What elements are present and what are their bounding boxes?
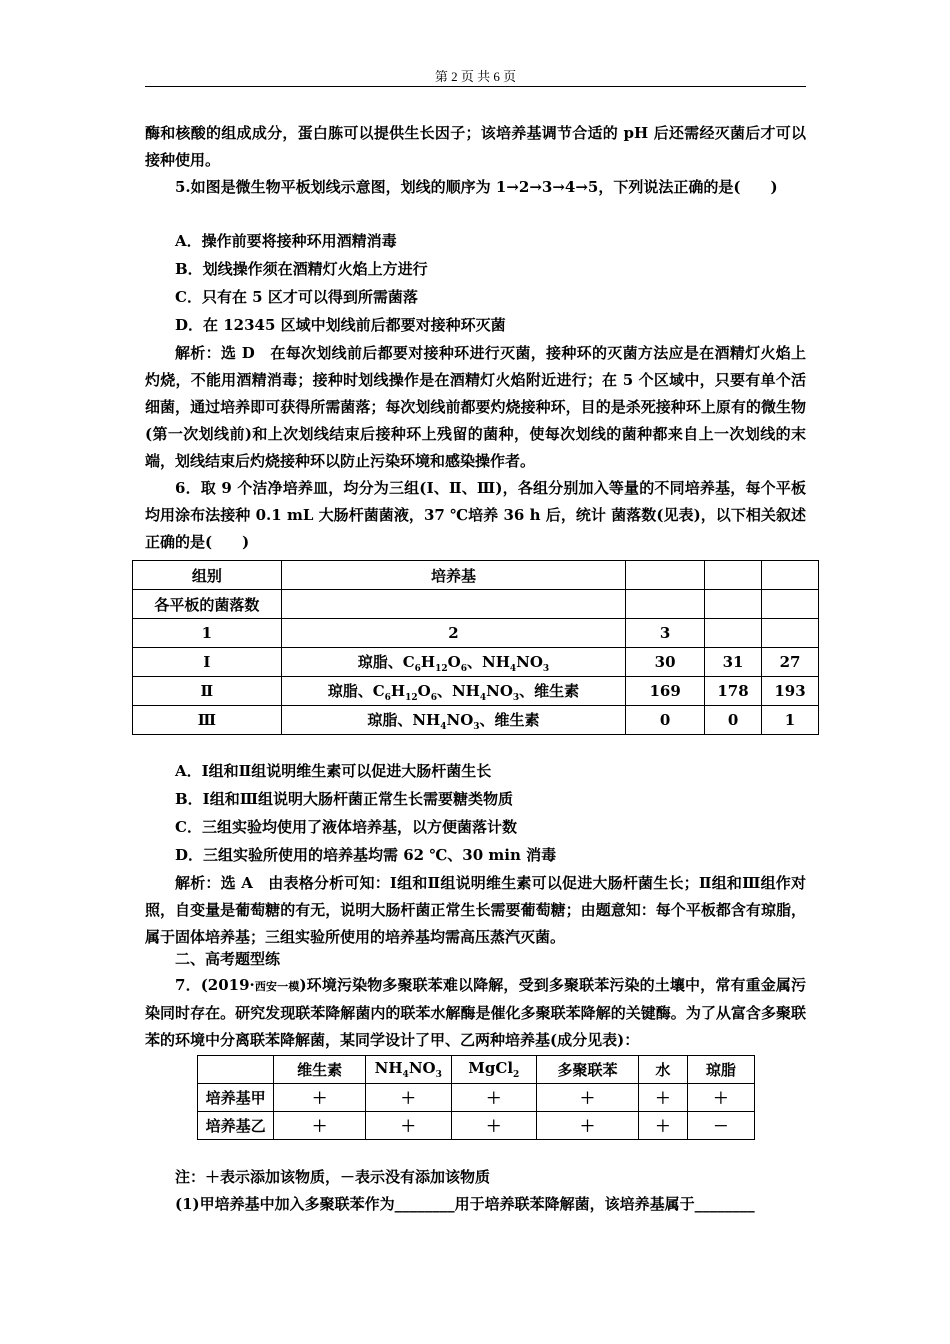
intro-paragraph: 酶和核酸的组成成分，蛋白胨可以提供生长因子；该培养基调节合适的 pH 后还需经灭菌后才可以接种使用。	[145, 124, 806, 169]
q5-analysis: 解析：选 D 在每次划线前后都要对接种环进行灭菌，接种环的灭菌方法应是在酒精灯火焰上灼烧，不能用酒精消毒；接种时划线操作是在酒精灯火焰附近进行；在 5 个区域中，只要有单个活细菌，通过培养即可获得所需菌落；每次划线前都要灼烧接种环，目的是杀死接种环上原有的微生物(第一次划线前)和上次划线结束后接种环上残留的菌种，使每次划线的菌种都来自上一次划线的末端，划线结束后灼烧接种环以防止污染环境和感染操作者。	[145, 344, 806, 470]
table-row	[133, 648, 819, 677]
q5-option-c: C．只有在 5 区才可以得到所需菌落	[175, 288, 418, 306]
q6-analysis: 解析：选 A 由表格分析可知：Ⅰ组和Ⅱ组说明维生素可以促进大肠杆菌生长；Ⅱ组和Ⅲ组作对照，自变量是葡萄糖的有无，说明大肠杆菌正常生长需要葡萄糖；由题意知：每个平板都含有琼脂，属于固体培养基；三组实验所使用的培养基均需高压蒸汽灭菌。	[145, 874, 806, 946]
count-cell: 1	[762, 706, 819, 735]
table-row	[198, 1084, 755, 1112]
cell: ＋	[638, 1112, 687, 1140]
q7-stem-number: 7．(2019·	[175, 976, 255, 994]
q7-stem	[145, 972, 806, 1054]
q6-stem: 6．取 9 个洁净培养皿，均分为三组(Ⅰ、Ⅱ、Ⅲ)，各组分别加入等量的不同培养基，每个平板均用涂布法接种 0.1 mL 大肠杆菌菌液，37 ℃培养 36 h 后，统计 菌落数(见表)，以下相关叙述正确的是( )	[145, 479, 806, 551]
group-label: Ⅰ	[133, 648, 282, 677]
cell: －	[687, 1112, 754, 1140]
group-label: Ⅱ	[133, 677, 282, 706]
col-header: 水	[638, 1056, 687, 1084]
table-row	[198, 1112, 755, 1140]
count-cell: 0	[626, 706, 705, 735]
q7-stem-text: )环境污染物多聚联苯难以降解，受到多聚联苯污染的土壤中，常有重金属污染同时存在。研究发现联苯降解菌内的联苯水解酶是催化多聚联苯降解的关键酶。为了从富含多聚联苯的环境中分离联苯降解菌，某同学设计了甲、乙两种培养基(成分见表)：	[145, 976, 806, 1049]
col-header: MgCl$_2$	[451, 1056, 537, 1084]
header-group: 组别	[133, 561, 282, 590]
q6-option-a: A．Ⅰ组和Ⅱ组说明维生素可以促进大肠杆菌生长	[175, 762, 492, 780]
q6-table	[132, 560, 819, 735]
group-label: Ⅲ	[133, 706, 282, 735]
q6-option-c: C．三组实验均使用了液体培养基，以方便菌落计数	[175, 818, 517, 836]
row-label: 培养基甲	[198, 1084, 274, 1112]
count-cell: 169	[626, 677, 705, 706]
q7-note: 注：＋表示添加该物质，－表示没有添加该物质	[175, 1168, 491, 1186]
row-label: 培养基乙	[198, 1112, 274, 1140]
cell: ＋	[638, 1084, 687, 1112]
count-cell: 27	[762, 648, 819, 677]
header-count: 各平板的菌落数	[133, 590, 282, 619]
header-n1: 1	[133, 619, 282, 648]
blank-1[interactable]: ________	[394, 1195, 455, 1213]
blank-2[interactable]: ________	[694, 1195, 755, 1213]
header-n3: 3	[626, 619, 705, 648]
medium-cell: 琼脂、$C_6H_{12}O_6$、$NH_4NO_3$	[281, 648, 625, 677]
cell: ＋	[537, 1112, 639, 1140]
q5-stem: 5.如图是微生物平板划线示意图，划线的顺序为 1→2→3→4→5，下列说法正确的是( )	[175, 178, 778, 196]
count-cell: 30	[626, 648, 705, 677]
header-medium: 培养基	[281, 561, 625, 590]
count-cell: 178	[705, 677, 762, 706]
col-header: 琼脂	[687, 1056, 754, 1084]
q5-option-b: B．划线操作须在酒精灯火焰上方进行	[175, 260, 428, 278]
q7-source: 西安一模	[254, 980, 300, 993]
q7-table	[197, 1055, 755, 1140]
medium-cell: 琼脂、$C_6H_{12}O_6$、$NH_4NO_3$、维生素	[281, 677, 625, 706]
table-row	[133, 706, 819, 735]
section-title: 二、高考题型练	[175, 950, 281, 968]
cell: ＋	[537, 1084, 639, 1112]
cell: ＋	[366, 1112, 452, 1140]
header-n2: 2	[281, 619, 625, 648]
table-row	[133, 677, 819, 706]
col-header: 维生素	[274, 1056, 366, 1084]
medium-cell: 琼脂、$NH_4NO_3$、维生素	[281, 706, 625, 735]
q7-subquestion-1: (1)甲培养基中加入多聚联苯作为________用于培养联苯降解菌，该培养基属于________	[175, 1195, 755, 1213]
page-number: 第 2 页 共 6 页	[434, 69, 517, 84]
q5-option-d: D．在 12345 区域中划线前后都要对接种环灭菌	[175, 316, 506, 334]
cell: ＋	[451, 1112, 537, 1140]
col-header: $NH_4NO_3$	[366, 1056, 452, 1084]
header-divider	[145, 86, 806, 87]
q5-option-a: A．操作前要将接种环用酒精消毒	[175, 232, 397, 250]
cell: ＋	[274, 1112, 366, 1140]
cell: ＋	[274, 1084, 366, 1112]
q6-option-b: B．Ⅰ组和Ⅲ组说明大肠杆菌正常生长需要糖类物质	[175, 790, 513, 808]
q6-option-d: D．三组实验所使用的培养基均需 62 ℃、30 min 消毒	[175, 846, 557, 864]
col-header: 多聚联苯	[537, 1056, 639, 1084]
cell: ＋	[451, 1084, 537, 1112]
cell: ＋	[687, 1084, 754, 1112]
count-cell: 0	[705, 706, 762, 735]
cell: ＋	[366, 1084, 452, 1112]
count-cell: 31	[705, 648, 762, 677]
count-cell: 193	[762, 677, 819, 706]
